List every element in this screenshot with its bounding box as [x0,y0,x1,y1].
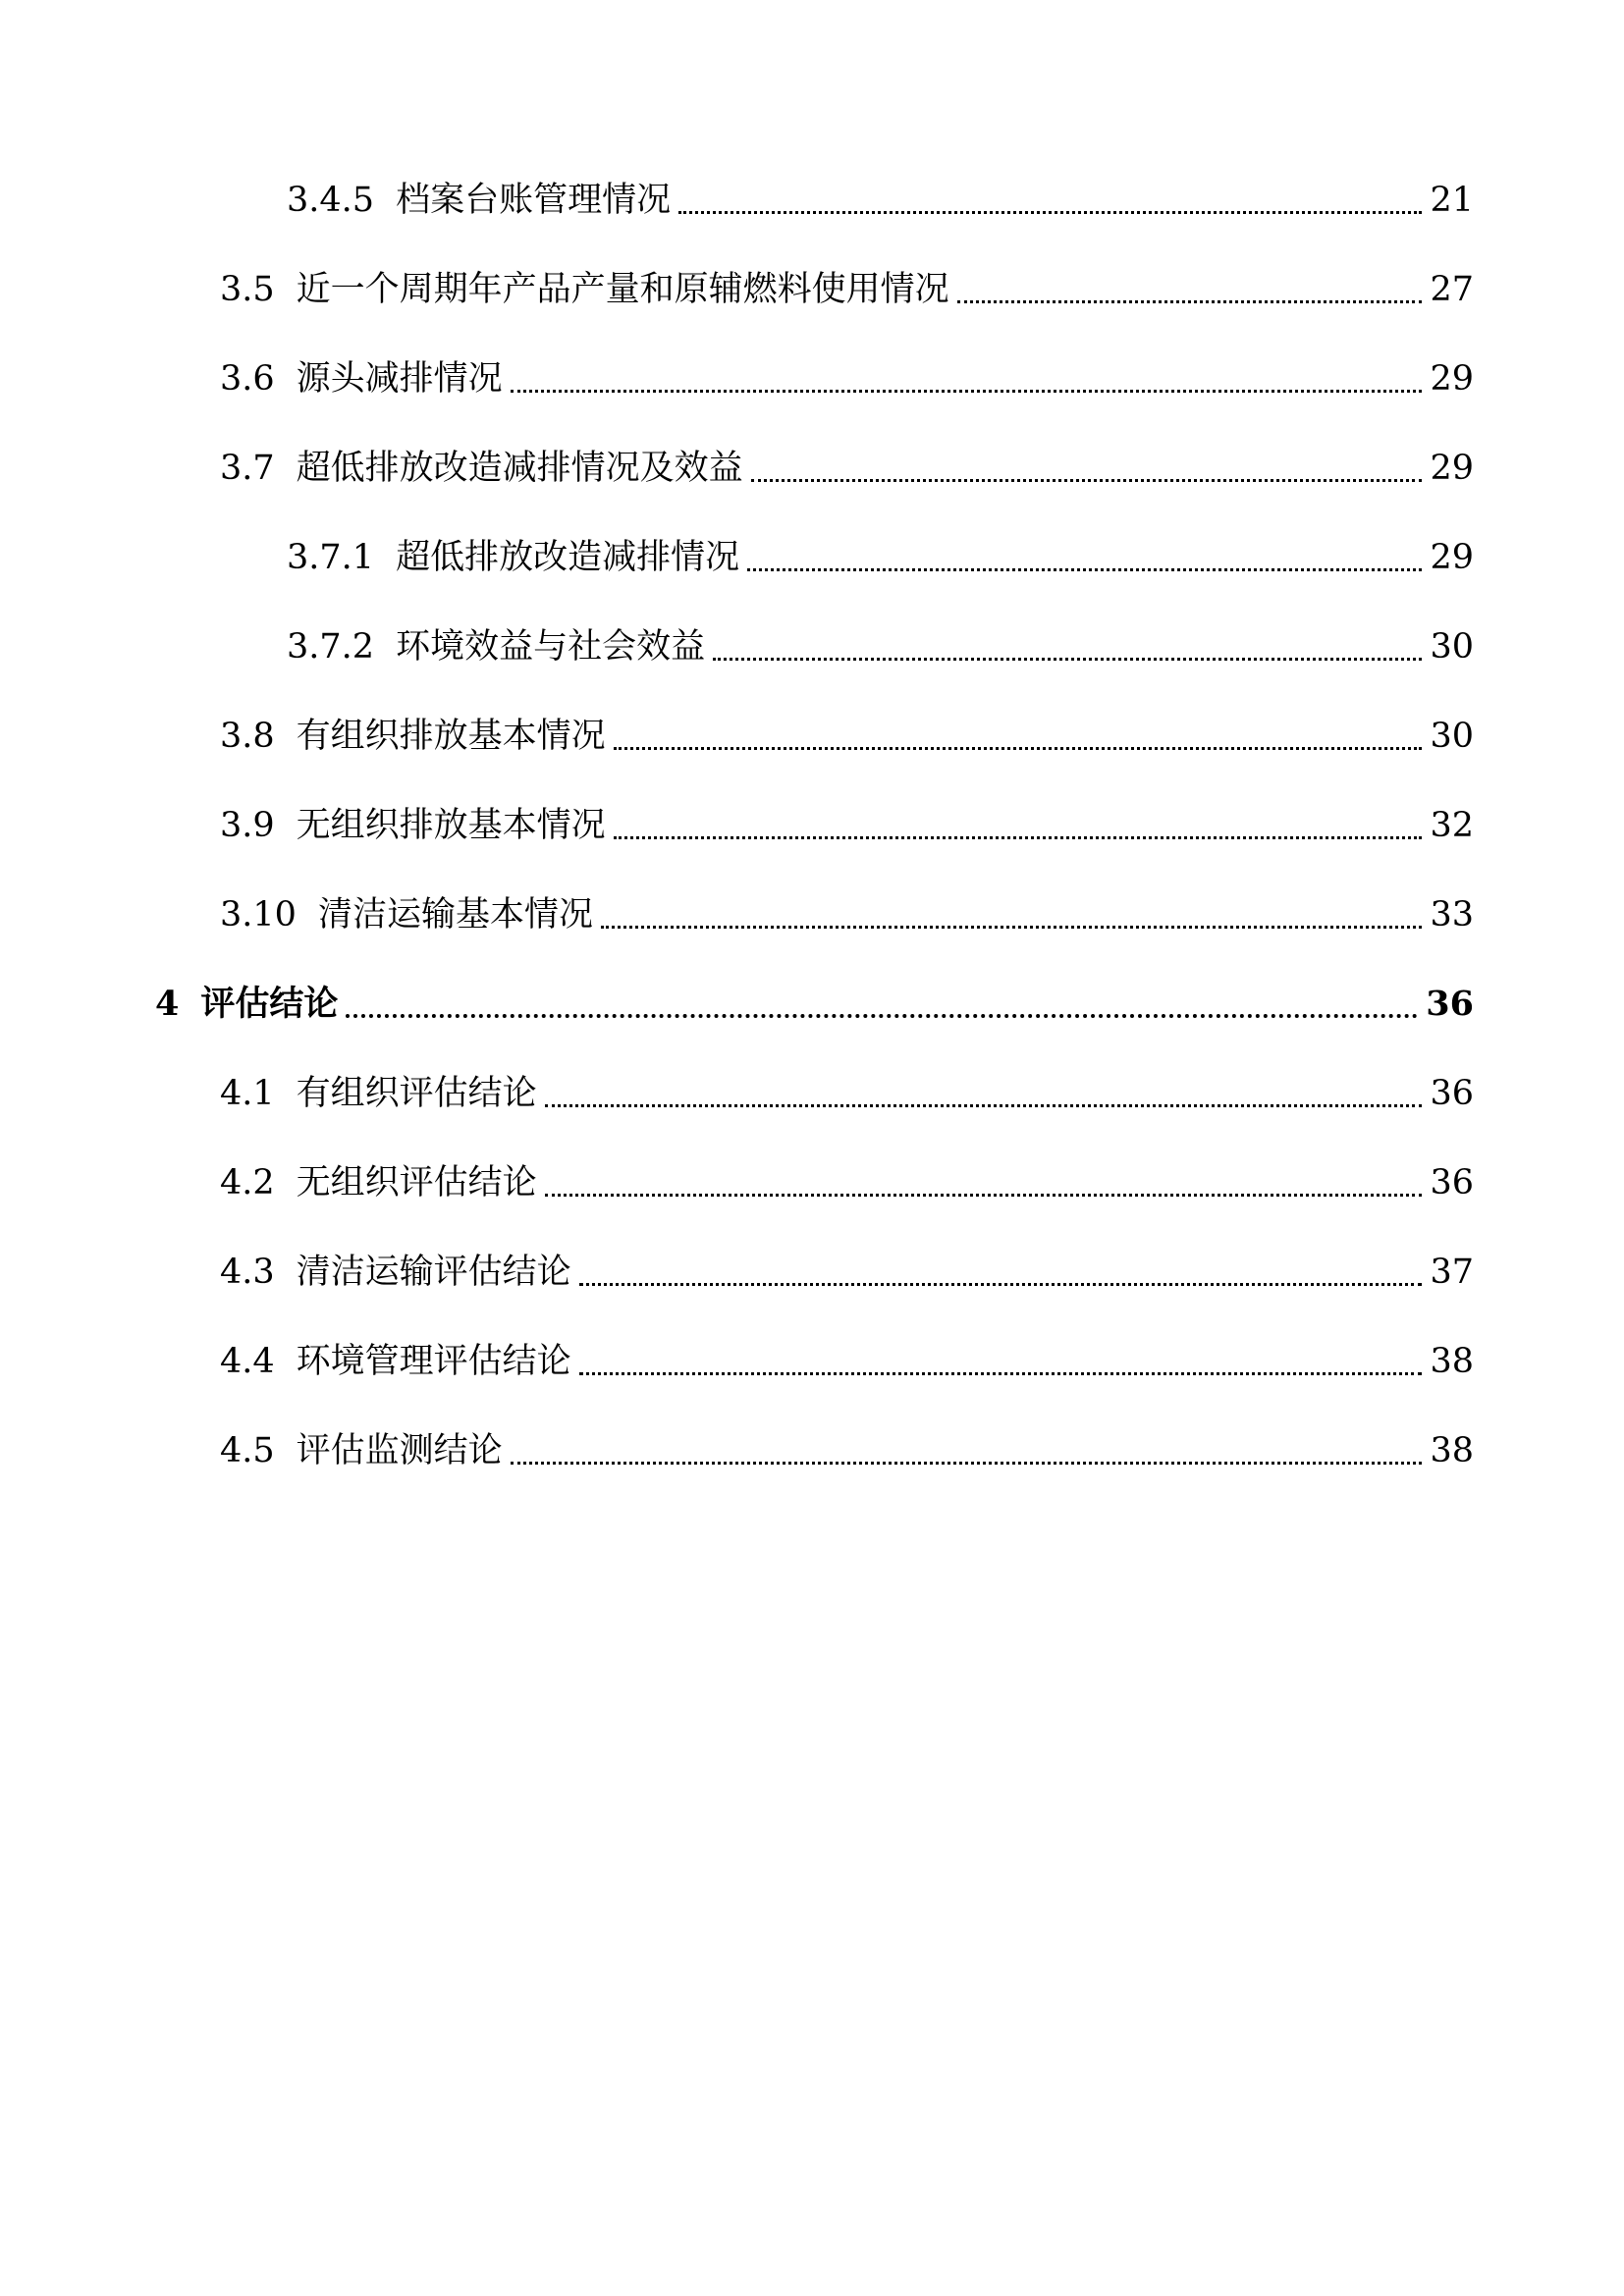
toc-dot-leader [511,1462,1423,1465]
toc-entry-page: 36 [1430,1074,1474,1113]
toc-entry-number: 3.10 [220,895,297,934]
toc-entry-title: 环境效益与社会效益 [396,627,706,667]
toc-dot-leader [545,1194,1423,1197]
toc-entry-page: 27 [1430,270,1474,309]
toc-entry-title: 超低排放改造减排情况及效益 [296,449,743,488]
toc-dot-leader [511,390,1423,393]
toc-dot-leader [601,926,1423,929]
toc-dot-leader [747,568,1422,571]
toc-entry-title: 评估结论 [200,984,339,1024]
toc-dot-leader [579,1372,1423,1375]
toc-entry-title: 无组织排放基本情况 [296,806,606,845]
toc-entry-page: 36 [1426,984,1474,1024]
toc-entry-number: 4.4 [220,1342,275,1381]
toc-entry-title: 清洁运输评估结论 [296,1253,571,1292]
toc-entry-number: 4.2 [220,1163,275,1202]
toc-entry[interactable] [287,530,1474,585]
toc-entry-number: 3.8 [220,717,275,756]
toc-entry[interactable] [220,709,1474,764]
toc-entry-page: 33 [1430,895,1474,934]
toc-entry-page: 36 [1430,1163,1474,1202]
toc-dot-leader [751,479,1423,482]
toc-entry-number: 3.7.1 [287,538,375,577]
toc-entry-title: 评估监测结论 [296,1431,503,1470]
toc-entry-page: 38 [1430,1431,1474,1470]
toc-entry-title: 源头减排情况 [296,359,503,399]
toc-entry[interactable] [220,887,1474,942]
toc-dot-leader [957,300,1423,303]
toc-entry-page: 30 [1430,717,1474,756]
toc-entry[interactable] [220,1423,1474,1478]
toc-dot-leader [678,211,1422,214]
toc-entry-number: 4 [155,984,180,1024]
toc-entry-title: 无组织评估结论 [296,1163,537,1202]
toc-dot-leader [713,658,1422,661]
toc-entry-page: 38 [1430,1342,1474,1381]
toc-dot-leader [579,1283,1423,1286]
toc-entry-page: 30 [1430,627,1474,667]
toc-entry-title: 档案台账管理情况 [396,181,672,220]
toc-entry[interactable] [220,262,1474,317]
toc-entry-title: 近一个周期年产品产量和原辅燃料使用情况 [296,270,949,309]
toc-dot-leader [346,1014,1418,1018]
toc-entry-number: 3.4.5 [287,181,375,220]
toc-entry[interactable] [220,441,1474,496]
toc-entry-number: 3.9 [220,806,275,845]
toc-entry-number: 3.6 [220,359,275,399]
toc-entry-page: 32 [1430,806,1474,845]
toc-entry[interactable] [287,173,1474,228]
toc-entry[interactable] [220,1245,1474,1300]
toc-entry-title: 清洁运输基本情况 [317,895,593,934]
toc-entry[interactable] [220,1155,1474,1210]
toc-entry[interactable] [220,1334,1474,1389]
toc-entry[interactable] [287,619,1474,674]
toc-entry-title: 有组织评估结论 [296,1074,537,1113]
toc-entry-number: 4.1 [220,1074,275,1113]
toc-entry[interactable] [155,977,1474,1032]
toc-entry-page: 29 [1430,538,1474,577]
toc-dot-leader [614,747,1423,750]
toc-entry-number: 4.3 [220,1253,275,1292]
toc-entry-number: 3.5 [220,270,275,309]
toc-entry-title: 有组织排放基本情况 [296,717,606,756]
toc-dot-leader [614,836,1423,839]
toc-entry-page: 37 [1430,1253,1474,1292]
toc-entry[interactable] [220,1066,1474,1121]
toc-entry-title: 超低排放改造减排情况 [396,538,740,577]
toc-dot-leader [545,1104,1423,1107]
toc-entry-number: 3.7 [220,449,275,488]
toc-entry[interactable] [220,798,1474,853]
toc-entry-page: 21 [1430,181,1474,220]
toc-entry[interactable] [220,351,1474,406]
toc-entry-page: 29 [1430,449,1474,488]
toc-entry-page: 29 [1430,359,1474,399]
toc-entry-title: 环境管理评估结论 [296,1342,571,1381]
toc-entry-number: 4.5 [220,1431,275,1470]
toc-entry-number: 3.7.2 [287,627,375,667]
